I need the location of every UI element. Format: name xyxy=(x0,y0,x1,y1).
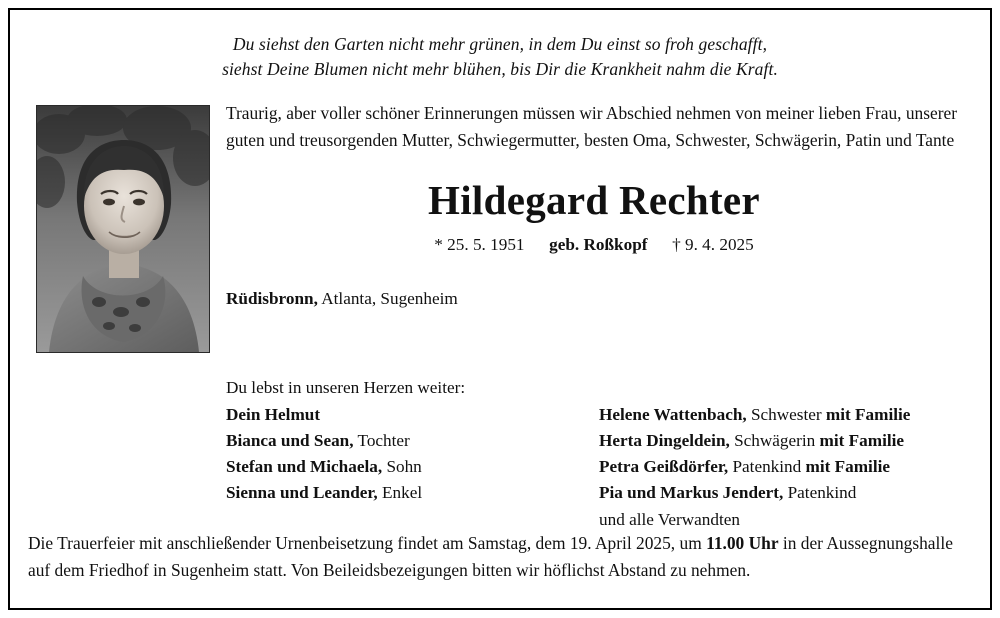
family-columns xyxy=(226,402,972,533)
family-name: Sienna und Leander, xyxy=(226,483,378,503)
funeral-notice xyxy=(28,530,972,584)
family-name: Bianca und Sean, xyxy=(226,431,354,451)
poem-line-1: Du siehst den Garten nicht mehr grünen, in dem Du einst so froh geschafft, xyxy=(232,34,768,54)
family-relation: Tochter xyxy=(353,431,410,451)
family-relation: Sohn xyxy=(382,457,422,477)
family-relation: Patenkind xyxy=(783,483,857,503)
family-relation: Patenkind xyxy=(728,457,806,477)
family-lead-text: Du lebst in unseren Herzen weiter: xyxy=(226,378,466,397)
place-others: Atlanta, Sugenheim xyxy=(317,289,458,309)
poem-block xyxy=(10,10,990,83)
place-primary: Rüdisbronn, xyxy=(226,289,318,309)
list-item xyxy=(599,428,972,454)
family-name: Pia und Markus Jendert, xyxy=(599,483,784,503)
portrait-image xyxy=(37,106,209,352)
page-border xyxy=(8,8,992,610)
intro-paragraph: Traurig, aber voller schöner Erinnerungen müssen wir Abschied nehmen von meiner lieben Frau, unserer guten und treusorgenden Mutter, Schwiegermutter, besten Oma, Schwester, Schwägerin, Patin und Tante xyxy=(226,103,958,150)
list-item xyxy=(599,507,972,533)
notice-part-1: Die Trauerfeier mit anschließender Urnenbeisetzung findet am Samstag, dem 19. April 2025, um xyxy=(28,533,707,553)
family-block xyxy=(226,378,972,533)
list-item xyxy=(599,402,972,428)
family-name: Helene Wattenbach, xyxy=(599,405,747,424)
page-inner xyxy=(10,10,990,608)
portrait-photo xyxy=(36,105,210,353)
family-column-right xyxy=(599,402,972,533)
family-suffix: mit Familie xyxy=(819,431,905,451)
list-item xyxy=(226,454,599,480)
family-relation: Schwester xyxy=(746,405,826,424)
list-item xyxy=(226,480,599,506)
main-text-column xyxy=(226,100,972,309)
maiden-name: geb. Roßkopf xyxy=(549,235,648,255)
places-line xyxy=(226,289,972,309)
family-name: Petra Geißdörfer, xyxy=(599,457,729,477)
list-item xyxy=(599,480,972,506)
list-item xyxy=(226,428,599,454)
poem-line-2: siehst Deine Blumen nicht mehr blühen, bis Dir die Krankheit nahm die Kraft. xyxy=(222,59,778,80)
deceased-name: Hildegard Rechter xyxy=(428,176,760,223)
family-relation: Enkel xyxy=(377,483,423,503)
notice-part-2: in der Aussegnungshalle auf dem Friedhof in Sugenheim statt. Von Beileidsbezeigungen bitten wir höflichst Abstand zu nehmen. xyxy=(28,533,953,580)
family-suffix: mit Familie xyxy=(825,405,911,424)
family-name: Herta Dingeldein, xyxy=(599,431,730,451)
birth-date: * 25. 5. 1951 xyxy=(434,235,525,255)
family-column-left xyxy=(226,402,599,533)
list-item xyxy=(599,454,972,480)
family-name: Dein Helmut xyxy=(226,405,321,424)
family-relatives: und alle Verwandten xyxy=(599,509,740,529)
notice-time: 11.00 Uhr xyxy=(706,533,779,553)
death-date: † 9. 4. 2025 xyxy=(672,235,754,255)
family-name: Stefan und Michaela, xyxy=(226,457,383,477)
deceased-dates xyxy=(226,235,972,255)
family-relation: Schwägerin xyxy=(729,431,820,451)
family-suffix: mit Familie xyxy=(805,457,891,477)
list-item xyxy=(226,402,599,428)
